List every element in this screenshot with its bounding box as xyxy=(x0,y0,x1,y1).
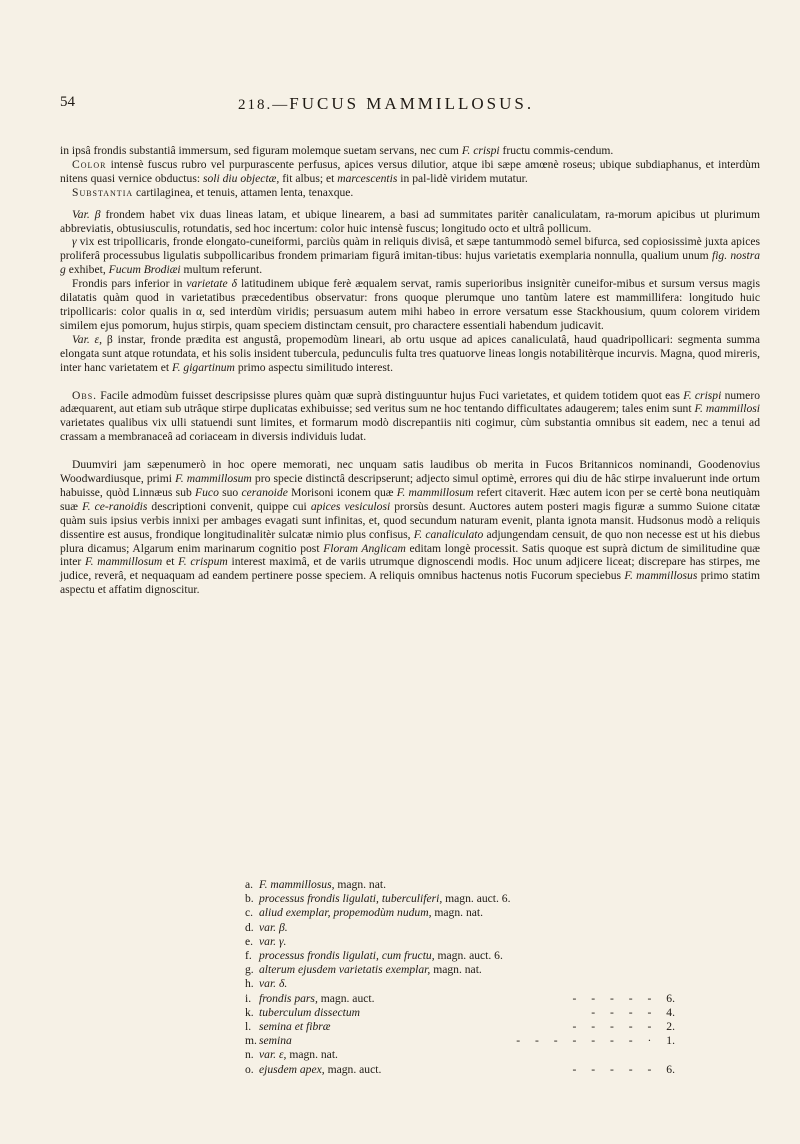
paragraph-var-beta: Var. β frondem habet vix duas lineas latam, et ubique linearem, a basi ad summitates paritèr canaliculatam, ra-morum apicibus ut plurimum abbreviatis, obtusiusculis, rotundatis, sed hoc incertum: color huic intensè fuscus; longitudo octo et ultrâ pollicum. xyxy=(60,207,760,235)
legend-item xyxy=(245,1048,675,1062)
legend-magnification: - - - - - 6. xyxy=(572,1062,675,1076)
legend-item xyxy=(245,949,675,963)
legend-letter: d. xyxy=(245,920,254,934)
page-header xyxy=(60,94,760,118)
legend-magnification: - - - - 4. xyxy=(591,1005,675,1019)
paragraph-history: Duumviri jam sæpenumerò in hoc opere memorati, nec unquam satis laudibus ob merita in Fucos Britannicos nominandi, Goodenovius Woodwardiusque, primi F. mammillosum pro specie distinctâ descripserunt; adjecto simul optimè, errores qui diu de hâc stirpe invaluerunt inde ortum habuisse, quòd Linnæus sub Fuco suo ceranoide Morisoni iconem quæ F. mammillosum refert citaverit. Hæc autem icon per se certè bona neutiquàm suæ F. ce-ranoidis descriptioni convenit, quippe cui apices vesiculosi prorsùs desunt. Auctores autem posteri magis figuræ a summo Suione citatæ quàm suis ipsius verbis innixi per ambages evagati sunt infinitas, et, quod secundum naturam evenit, planta ignota mansit. Hudsonus modò a reliquis dissentire est ausus, frondique longitudinalitèr sulcatæ nimio plus confisus, F. canaliculato adjungendam censuit, de quo non necesse est ut his diebus plura dicamus; Algarum enim marinarum cognitio post Floram Anglicam editam longè processit. Satis quoque est suprà dictum de similitudine quæ inter F. mammillosum et F. crispum interest maximâ, et de variis utrumque dignoscendi modis. Hoc unum adjicere liceat; discrepare has stirpes, me judice, reverâ, et nequaquam ad eandem pertinere posse speciem. A reliquis omnibus hactenus notis Fucorum speciebus F. mammillosus primo statim aspectu et affatim dignoscitur. xyxy=(60,458,761,597)
legend-description: var. β. xyxy=(259,920,288,934)
legend-letter: c. xyxy=(245,906,254,920)
legend-letter: g. xyxy=(245,963,254,977)
legend-letter: h. xyxy=(245,977,254,991)
legend-item xyxy=(245,963,675,977)
legend-description: semina et fibræ xyxy=(259,1020,331,1034)
species-title: FUCUS MAMMILLOSUS. xyxy=(289,94,535,113)
legend-description: alterum ejusdem varietatis exemplar, magn. nat. xyxy=(259,963,482,977)
legend-description: tuberculum dissectum xyxy=(259,1005,360,1019)
legend-description: semina xyxy=(259,1034,292,1048)
legend-description: var. γ. xyxy=(259,934,287,948)
legend-item xyxy=(245,878,675,892)
legend-item xyxy=(245,1006,675,1020)
legend-letter: n. xyxy=(245,1048,254,1062)
legend-item xyxy=(245,1034,675,1048)
figure-legend xyxy=(245,878,675,1077)
legend-letter: o. xyxy=(245,1062,254,1076)
legend-item xyxy=(245,992,675,1006)
legend-item xyxy=(245,935,675,949)
legend-description: F. mammillosus, magn. nat. xyxy=(259,878,386,891)
legend-item xyxy=(245,906,675,920)
page-number: 54 xyxy=(60,94,75,110)
paragraph-substance: Substantia cartilaginea, et tenuis, attamen lenta, tenaxque. xyxy=(72,185,354,199)
legend-letter: a. xyxy=(245,878,254,891)
paragraph-observation: Obs. Facile admodùm fuisset descripsisse plures quàm quæ suprà distinguuntur hujus Fuci varietates, et quidem totidem quot eas F. crispi numero adæquarent, aut etiam sub utrâque stirpe duplicatas exhibuisse; sed veritus sum ne hoc tentando difficultates adaugerem; tales enim sunt F. mammillosi varietates qualibus vix ulli statuendi sunt limites, et formarum modò discrepantiis niti cogimur, cùm substantia omnibus sit eadem, nec a tenui ad crassam a membranaceâ ad coriaceam in diversis individuis ludat. xyxy=(60,388,760,444)
legend-magnification: - - - - - 6. xyxy=(572,991,675,1005)
legend-letter: l. xyxy=(245,1020,252,1034)
legend-item xyxy=(245,977,675,991)
legend-letter: k. xyxy=(245,1005,254,1019)
paragraph-fructus: in ipsâ frondis substantiâ immersum, sed figuram molemque suetam servans, nec cum F. crispi fructu commis-cendum. xyxy=(60,144,614,157)
legend-description: var. ε, magn. nat. xyxy=(259,1048,338,1062)
running-title xyxy=(238,94,534,114)
legend-item xyxy=(245,921,675,935)
paragraph-var-gamma: γ vix est tripollicaris, fronde elongato-cuneiformi, parciùs quàm in reliquis divisâ, et sæpe tantummodò semel bifurca, sed copiosissimè juxta apices proliferâ processubus ligulatis subpollicaribus frondem primariam figurâ imitan-tibus: hujus varietatis exemplaria nonnulla, qualium unum fig. nostra g exhibet, Fucum Brodiæi multum referunt. xyxy=(60,235,761,277)
legend-letter: f. xyxy=(245,949,252,963)
plate-number: 218.— xyxy=(238,97,290,113)
paragraph-var-delta: Frondis pars inferior in varietate δ latitudinem ubique ferè æqualem servat, ramis superioribus insignitèr cuneifor-mibus et sursum versus magis dilatatis quàm quod in varietatibus præcedentibus observatur: frons quoque plerumque uno tantùm latere est mammillifera: longitudo huic tripollicaris: color qualis in α, sed interdùm viridis; persuasum autem mihi habeo in errore versatum esse Stackhousium, quum colorem viridem similem ejus pomorum, hujus stirpis, quam speciem distinctam censuit, pro charactere essentiali habendum judicavit. xyxy=(60,277,761,332)
legend-item xyxy=(245,892,675,906)
legend-magnification: - - - - - 2. xyxy=(572,1020,675,1034)
paragraph-color: Color intensè fuscus rubro vel purpurascente perfusus, apices versus dilutior, atque ibi sæpe amœnè roseus; ubique subdiaphanus, et interdùm nitens quasi vernice obductus: soli diu objectæ, fit albus; et marcescentis in pal-lidè viridem mutatur. xyxy=(60,157,760,185)
legend-letter: b. xyxy=(245,892,254,906)
legend-description: aliud exemplar, propemodùm nudum, magn. nat. xyxy=(259,906,484,920)
legend-description: var. δ. xyxy=(259,977,288,991)
legend-description: ejusdem apex, magn. auct. xyxy=(259,1062,382,1076)
legend-item xyxy=(245,1063,675,1077)
legend-description: processus frondis ligulati, tuberculiferi, magn. auct. 6. xyxy=(259,892,511,906)
body-text xyxy=(60,144,760,597)
legend-description: frondis pars, magn. auct. xyxy=(259,991,375,1005)
legend-letter: e. xyxy=(245,934,254,948)
legend-magnification: - - - - - - - · 1. xyxy=(516,1034,675,1048)
legend-letter: i. xyxy=(245,991,252,1005)
legend-letter: m. xyxy=(245,1034,257,1048)
legend-item xyxy=(245,1020,675,1034)
legend-description: processus frondis ligulati, cum fructu, magn. auct. 6. xyxy=(259,949,503,963)
paragraph-var-epsilon: Var. ε, β instar, fronde prædita est angustâ, propemodùm lineari, ab ortu usque ad apices canaliculatâ, haud quadripollicari: segmenta summa elongata sunt atque rotundata, et his solis insident tubercula, pedunculis fulta tres quatuorve lineas longis notabilitèrque incurvis. Magna, quod mireris, inter hanc varietatem et F. gigartinum primo aspectu similitudo interest. xyxy=(60,332,760,374)
